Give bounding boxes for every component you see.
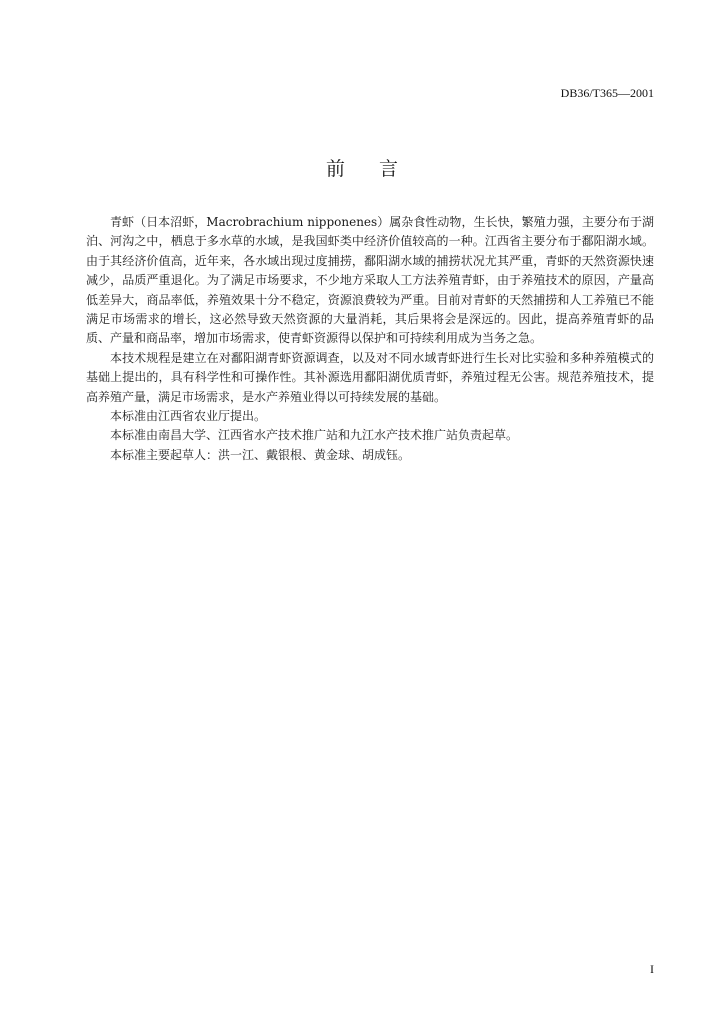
paragraph-basis: 本技术规程是建立在对鄱阳湖青虾资源调查，以及对不同水域青虾进行生长对比实验和多种养殖模式的基础上提出的，具有科学性和可操作性。其补源选用鄱阳湖优质青虾，养殖过程无公害。规范养殖技术，提高养殖产量，满足市场需求，是水产养殖业得以可持续发展的基础。 bbox=[86, 350, 654, 404]
paragraph-intro: 青虾（日本沼虾，Macrobrachium nipponenes）属杂食性动物，生长快，繁殖力强，主要分布于湖泊、河沟之中，栖息于多水草的水域，是我国虾类中经济价值较高的一种。江西省主要分布于鄱阳湖水域。由于其经济价值高，近年来，各水域出现过度捕捞，鄱阳湖水域的捕捞状况尤其严重，青虾的天然资源快速减少，品质严重退化。为了满足市场要求，不少地方采取人工方法养殖青虾，由于养殖技术的原因，产量高低差异大，商品率低，养殖效果十分不稳定，资源浪费较为严重。目前对青虾的天然捕捞和人工养殖已不能满足市场需求的增长，这必然导致天然资源的大量消耗，其后果将会是深远的。因此，提高养殖青虾的品质、产量和商品率，增加市场需求，使青虾资源得以保护和可持续利用成为当务之急。 bbox=[86, 215, 654, 346]
standard-code: DB36/T365—2001 bbox=[560, 86, 654, 100]
paragraph-drafters: 本标准主要起草人：洪一江、戴银根、黄金球、胡成钰。 bbox=[110, 447, 411, 462]
paragraph-drafting-units: 本标准由南昌大学、江西省水产技术推广站和九江水产技术推广站负责起草。 bbox=[110, 428, 519, 443]
foreword-body bbox=[86, 213, 654, 465]
page-number: I bbox=[650, 962, 654, 976]
paragraph-proposer: 本标准由江西省农业厅提出。 bbox=[110, 409, 267, 424]
page-title: 前言 bbox=[325, 158, 432, 180]
